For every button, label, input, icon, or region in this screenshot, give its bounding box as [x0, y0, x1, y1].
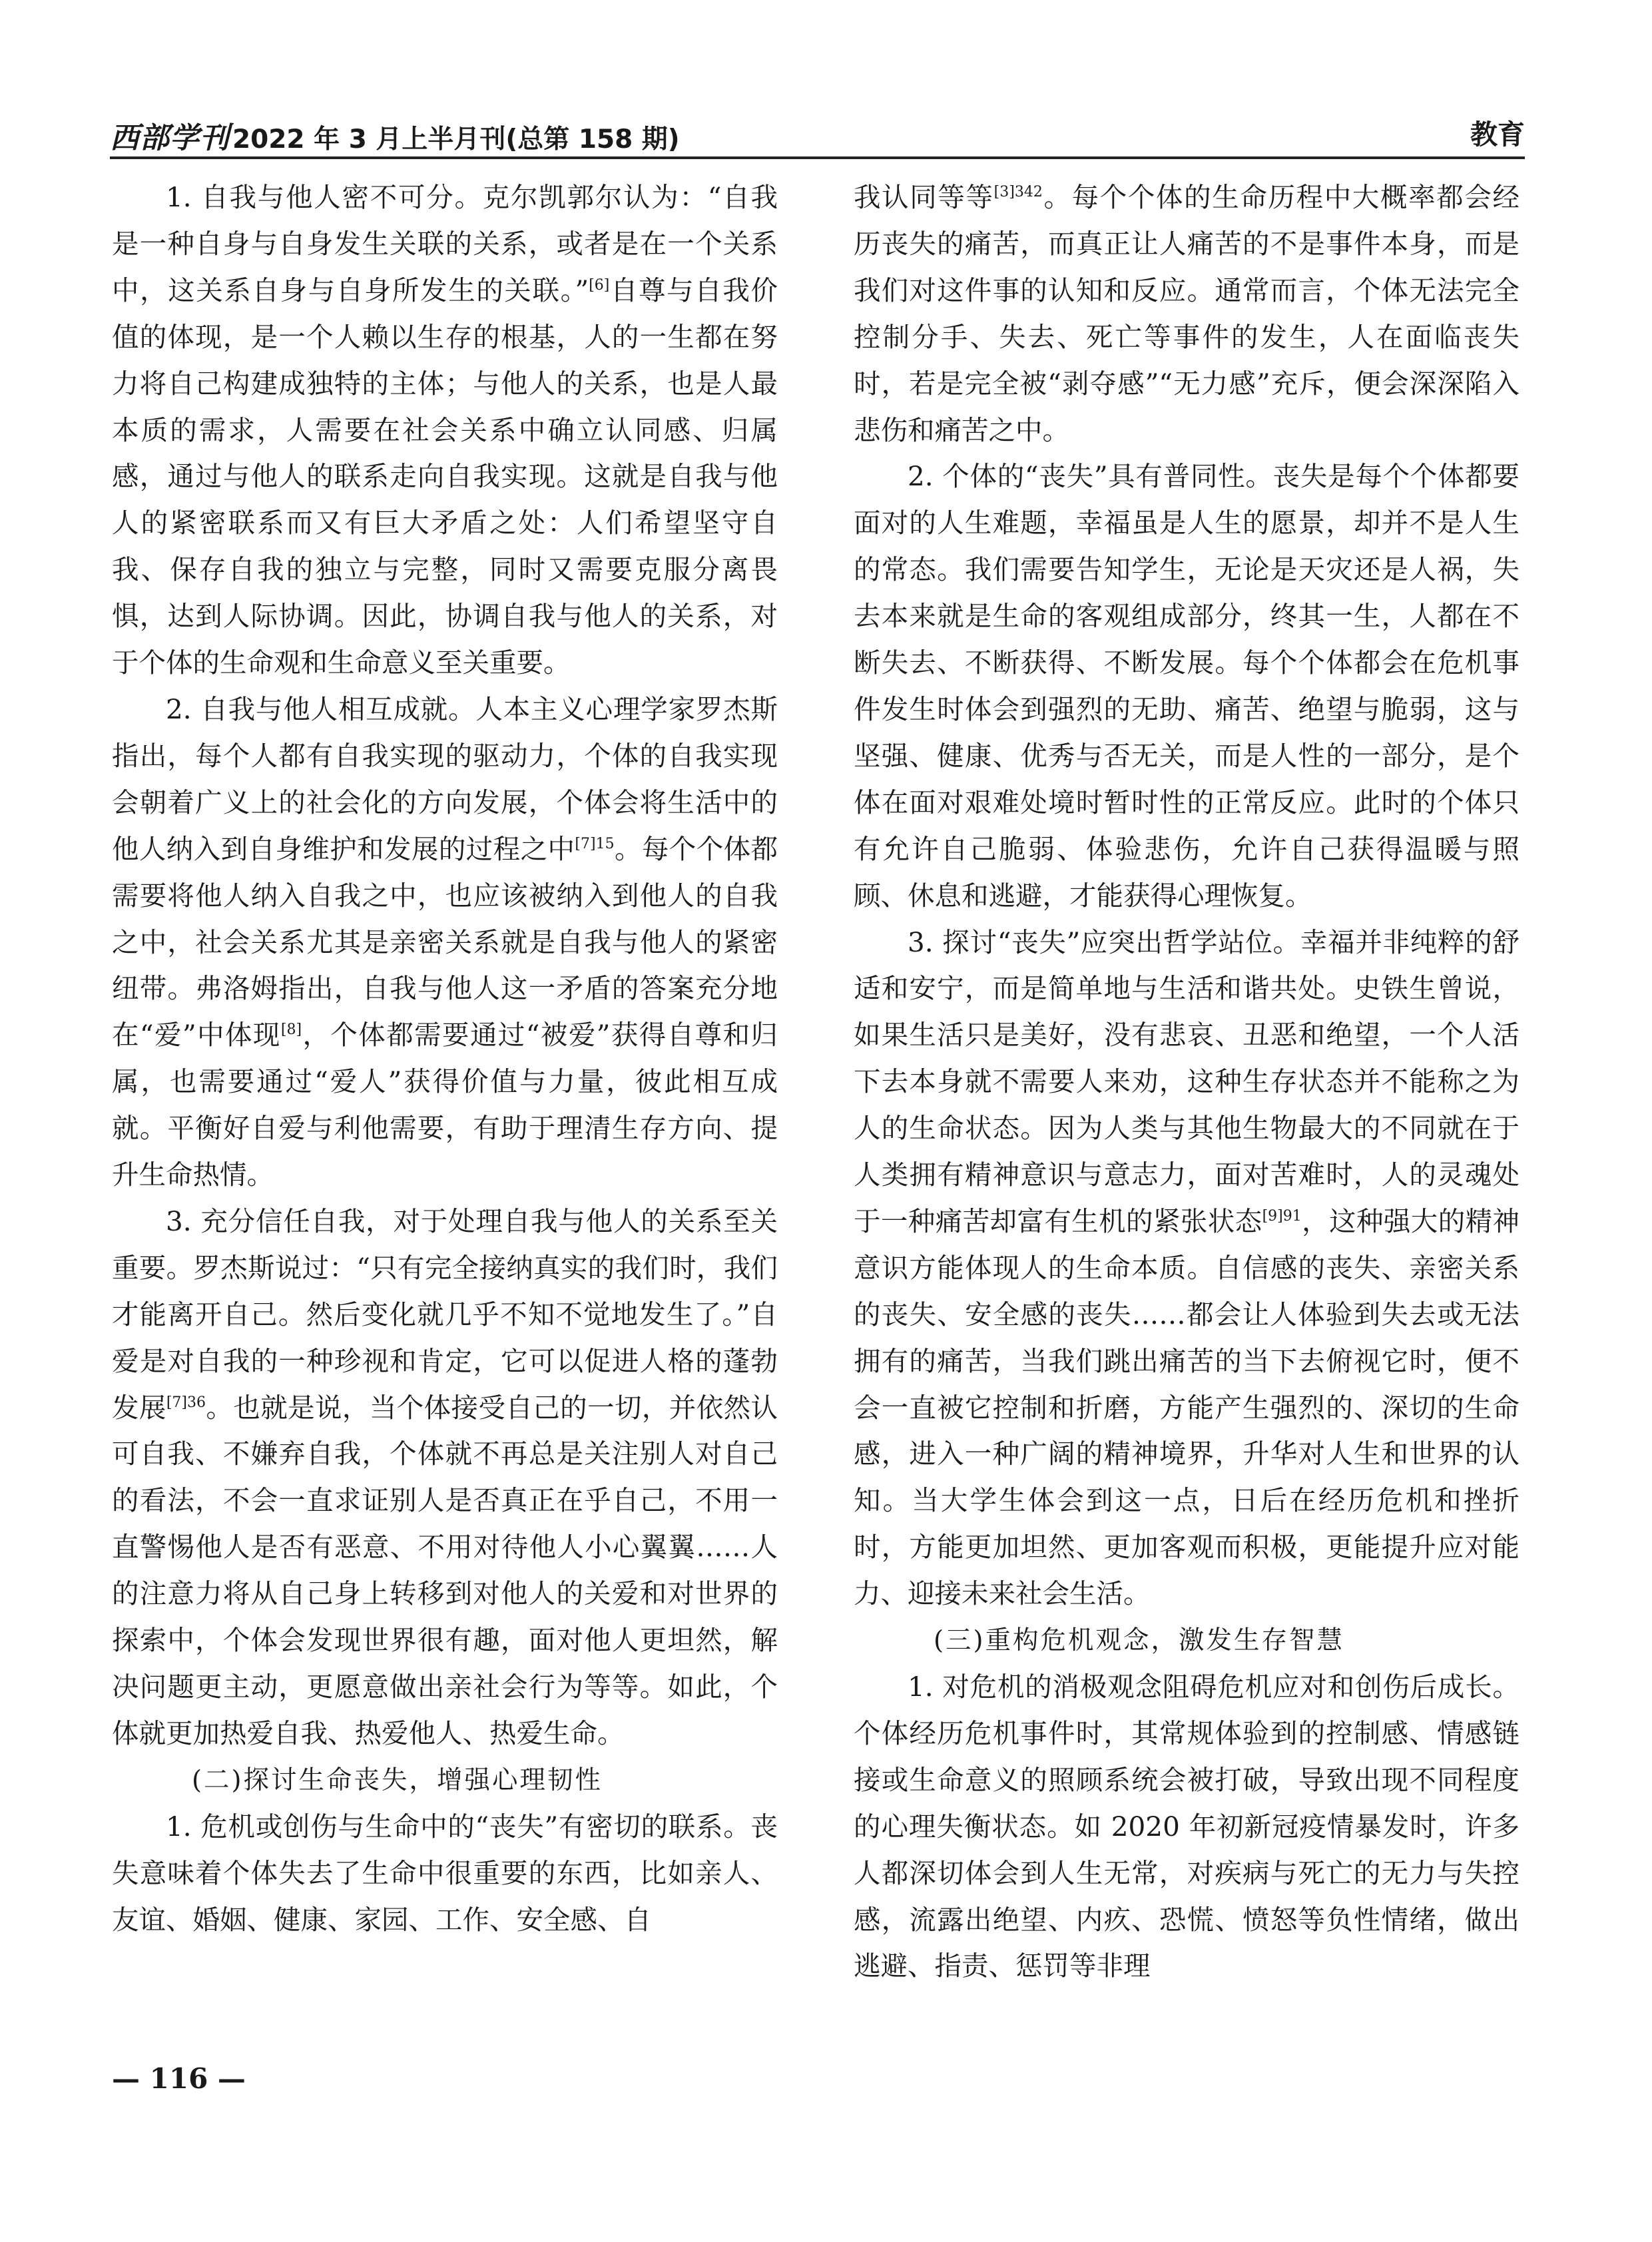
paragraph-text: ，个体都需要通过“被爱”获得自尊和归属，也需要通过“爱人”获得价值与力量，彼此相互成就。平衡好自爱与利他需要，有助于理清生存方向、提升生命热情。 [112, 1019, 778, 1191]
paragraph [854, 1664, 1519, 1990]
right-column [854, 174, 1519, 1990]
paragraph-text: 自尊与自我价值的体现，是一个人赖以生存的根基，人的一生都在努力将自己构建成独特的主体；与他人的关系，也是人最本质的需求，人需要在社会关系中确立认同感、归属感，通过与他人的联系走向自我实现。这就是自我与他人的紧密联系而又有巨大矛盾之处：人们希望坚守自我、保存自我的独立与完整，同时又需要克服分离畏惧，达到人际协调。因此，协调自我与他人的关系，对于个体的生命观和生命意义至关重要。 [112, 274, 778, 679]
section-label: 教育 [1470, 119, 1525, 150]
paragraph [112, 1804, 778, 1944]
paragraph-text: 2. 自我与他人相互成就。人本主义心理学家罗杰斯指出，每个人都有自我实现的驱动力，个体的自我实现会朝着广义上的社会化的方向发展，个体会将生活中的他人纳入到自身维护和发展的过程之中 [112, 693, 778, 865]
paragraph-text: 。每个个体的生命历程中大概率都会经历丧失的痛苦，而真正让人痛苦的不是事件本身，而是我们对这件事的认知和反应。通常而言，个体无法完全控制分手、失去、死亡等事件的发生，人在面临丧失时，若是完全被“剥夺感”“无力感”充斥，便会深深陷入悲伤和痛苦之中。 [854, 181, 1520, 446]
paragraph-text: 1. 危机或创伤与生命中的“丧失”有密切的联系。丧失意味着个体失去了生命中很重要的东西，比如亲人、友谊、婚姻、健康、家园、工作、安全感、自 [112, 1810, 778, 1936]
paragraph-text: 3. 探讨“丧失”应突出哲学站位。幸福并非纯粹的舒适和安宁，而是简单地与生活和谐共处。史铁生曾说，如果生活只是美好，没有悲哀、丑恶和绝望，一个人活下去本身就不需要人来劝，这种生存状态并不能称之为人的生命状态。因为人类与其他生物最大的不同就在于人类拥有精神意识与意志力，面对苦难时，人的灵魂处于一种痛苦却富有生机的紧张状态 [854, 926, 1519, 1237]
page-header [110, 110, 1525, 160]
citation: [8] [280, 1021, 302, 1039]
paragraph [112, 1199, 778, 1757]
paragraph [112, 174, 778, 687]
journal-logo: 西部学刊 [110, 121, 230, 155]
paragraph-text: 1. 对危机的消极观念阻碍危机应对和创伤后成长。个体经历危机事件时，其常规体验到的控制感、情感链接或生命意义的照顾系统会被打破，导致出现不同程度的心理失衡状态。如 2020 年初新冠疫情暴发时，许多人都深切体会到人生无常，对疾病与死亡的无力与失控感，流露出绝望、内疚、恐慌、愤怒等负性情绪，做出逃避、指责、惩罚等非理 [854, 1671, 1519, 1982]
page-number: — 116 — [112, 2062, 246, 2095]
left-column [112, 174, 778, 1943]
citation: [7]15 [575, 835, 615, 852]
citation: [7]36 [166, 1394, 206, 1411]
paragraph-text: 我认同等等 [854, 181, 994, 213]
header-left [110, 114, 680, 156]
citation: [3]342 [993, 184, 1043, 200]
section-heading: (三)重构危机观念，激发生存智慧 [934, 1625, 1345, 1656]
paragraph [854, 920, 1519, 1618]
paragraph-text: 。每个个体都需要将他人纳入自我之中，也应该被纳入到他人的自我之中，社会关系尤其是亲密关系就是自我与他人的紧密纽带。弗洛姆指出，自我与他人这一矛盾的答案充分地在“爱”中体现 [112, 832, 778, 1051]
citation: [6] [589, 276, 610, 294]
paragraph-text: 2. 个体的“丧失”具有普同性。丧失是每个个体都要面对的人生难题，幸福虽是人生的愿景，却并不是人生的常态。我们需要告知学生，无论是天灾还是人祸，失去本来就是生命的客观组成部分，终其一生，人都在不断失去、不断获得、不断发展。每个个体都会在危机事件发生时体会到强烈的无助、痛苦、绝望与脆弱，这与坚强、健康、优秀与否无关，而是人性的一部分，是个体在面对艰难处境时暂时性的正常反应。此时的个体只有允许自己脆弱、体验悲伤，允许自己获得温暖与照顾、休息和逃避，才能获得心理恢复。 [854, 460, 1519, 912]
issue-info: 2022 年 3 月上半月刊(总第 158 期) [232, 125, 680, 154]
paragraph-text: 。也就是说，当个体接受自己的一切，并依然认可自我、不嫌弃自我，个体就不再总是关注别人对自己的看法，不会一直求证别人是否真正在乎自己，不用一直警惕他人是否有恶意、不用对待他人小心翼翼……人的注意力将从自己身上转移到对他人的关爱和对世界的探索中，个体会发现世界很有趣，面对他人更坦然，解决问题更主动，更愿意做出亲社会行为等等。如此，个体就更加热爱自我、热爱他人、热爱生命。 [112, 1391, 778, 1749]
header-rule [110, 156, 1525, 159]
paragraph-text: 3. 充分信任自我，对于处理自我与他人的关系至关重要。罗杰斯说过：“只有完全接纳真实的我们时，我们才能离开自己。然后变化就几乎不知不觉地发生了。”自爱是对自我的一种珍视和肯定，它可以促进人格的蓬勃发展 [112, 1205, 778, 1424]
paragraph-text: 1. 自我与他人密不可分。克尔凯郭尔认为：“自我是一种自身与自身发生关联的关系，或者是在一个关系中，这关系自身与自身所发生的关联。” [112, 181, 778, 306]
paragraph-text: ，这种强大的精神意识方能体现人的生命本质。自信感的丧失、亲密关系的丧失、安全感的丧失……都会让人体验到失去或无法拥有的痛苦，当我们跳出痛苦的当下去俯视它时，便不会一直被它控制和折磨，方能产生强烈的、深切的生命感，进入一种广阔的精神境界，升华对人生和世界的认知。当大学生体会到这一点，日后在经历危机和挫折时，方能更加坦然、更加客观而积极，更能提升应对能力、迎接未来社会生活。 [854, 1205, 1520, 1610]
paragraph [854, 174, 1519, 453]
paragraph [112, 687, 778, 1199]
section-heading: (二)探讨生命丧失，增强心理韧性 [192, 1765, 603, 1795]
citation: [9]91 [1262, 1207, 1302, 1225]
paragraph [854, 453, 1519, 919]
